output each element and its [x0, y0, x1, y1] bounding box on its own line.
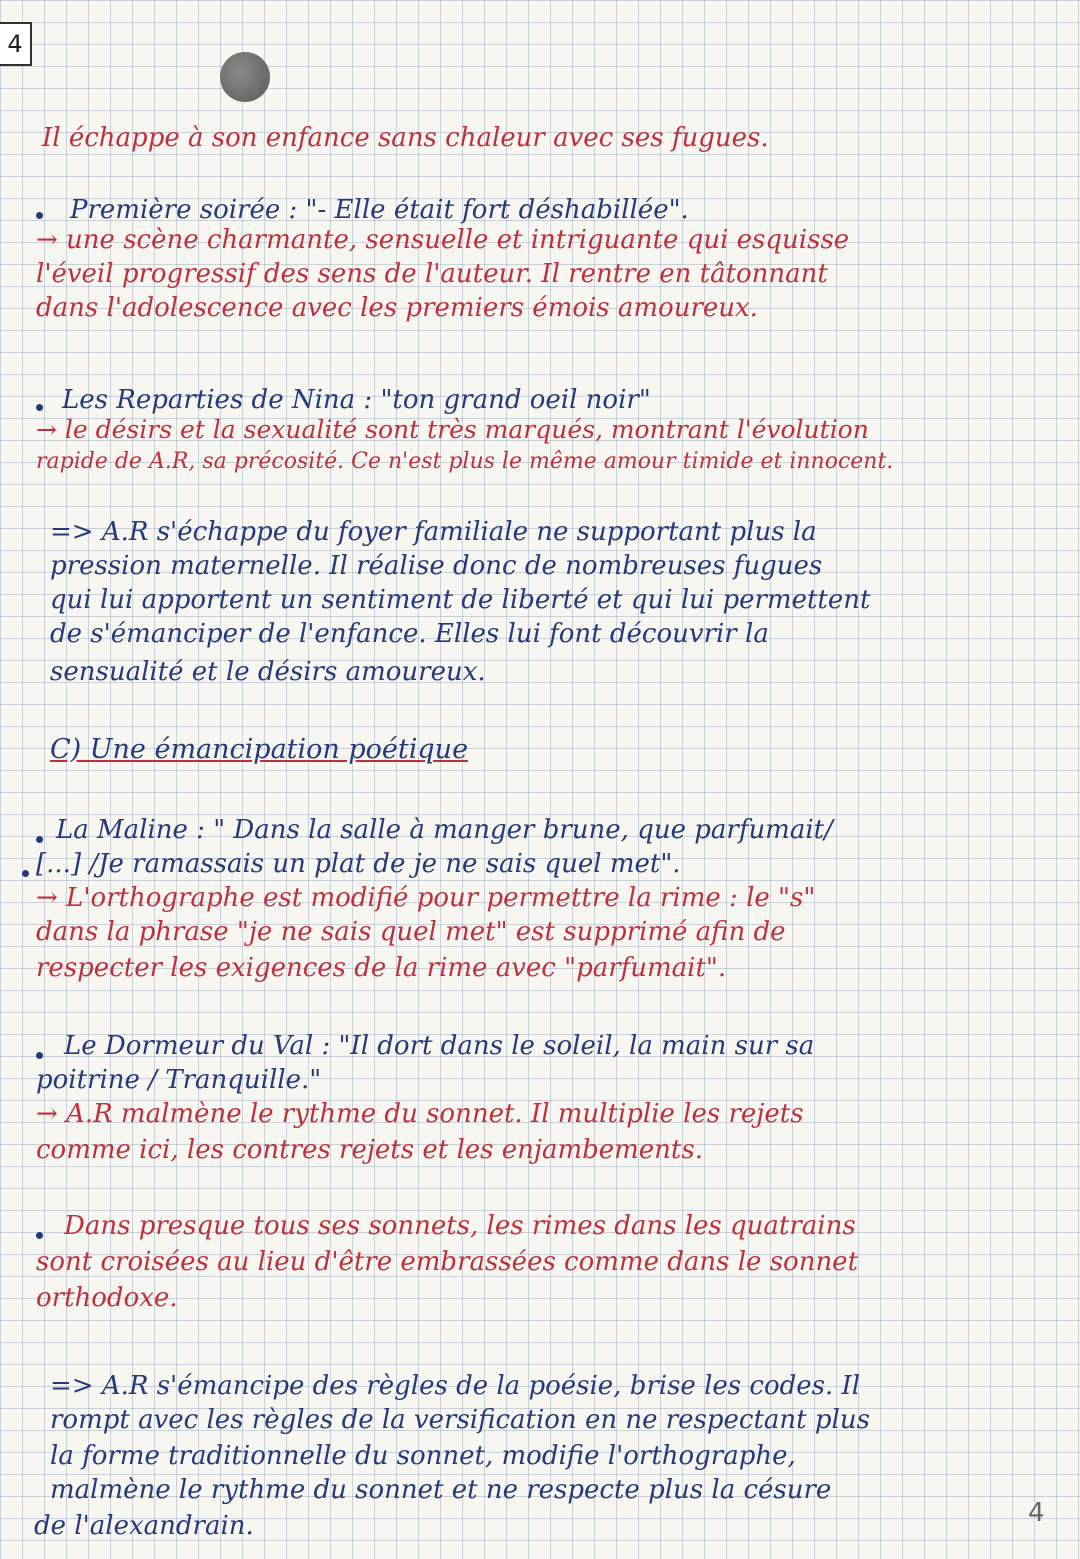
note-line-9: => A.R s'échappe du foyer familiale ne supportant plus la [50, 517, 817, 547]
page-number: 4 [0, 22, 32, 66]
bullet-dot [36, 404, 43, 411]
note-line-22: → A.R malmène le rythme du sonnet. Il multiplie les rejets [36, 1099, 804, 1129]
note-line-11: qui lui apportent un sentiment de liberté et qui lui permettent [50, 585, 871, 615]
bullet-dot [22, 870, 29, 877]
note-line-27: => A.R s'émancipe des règles de la poésie, brise les codes. Il [50, 1371, 861, 1401]
note-line-5: dans l'adolescence avec les premiers émois amoureux. [36, 293, 758, 323]
note-line-13: sensualité et le désirs amoureux. [50, 657, 486, 687]
note-line-30: malmène le rythme du sonnet et ne respecte plus la césure [50, 1475, 832, 1505]
note-line-3: → une scène charmante, sensuelle et intriguante qui esquisse [36, 225, 850, 255]
bullet-dot [36, 1232, 43, 1239]
note-line-26: orthodoxe. [36, 1283, 178, 1313]
note-line-6: Les Reparties de Nina : "ton grand oeil noir" [62, 385, 651, 415]
note-line-17: → L'orthographe est modifié pour permettre la rime : le "s" [36, 883, 816, 913]
bullet-dot [36, 1052, 43, 1059]
note-line-18: dans la phrase "je ne sais quel met" est supprimé afin de [36, 917, 786, 947]
note-line-23: comme ici, les contres rejets et les enjambements. [36, 1135, 703, 1165]
note-line-1: Il échappe à son enfance sans chaleur avec ses fugues. [42, 123, 769, 153]
note-line-7: → le désirs et la sexualité sont très marqués, montrant l'évolution [36, 415, 869, 444]
note-line-16: [...] /Je ramassais un plat de je ne sais quel met". [36, 849, 681, 879]
section-heading: C) Une émancipation poétique [50, 734, 469, 765]
note-line-25: sont croisées au lieu d'être embrassées comme dans le sonnet [36, 1247, 859, 1277]
binder-hole [220, 52, 270, 102]
note-line-20: Le Dormeur du Val : "Il dort dans le soleil, la main sur sa [64, 1031, 815, 1061]
note-line-12: de s'émanciper de l'enfance. Elles lui font découvrir la [50, 619, 769, 649]
note-line-4: l'éveil progressif des sens de l'auteur. Il rentre en tâtonnant [36, 259, 828, 289]
note-line-19: respecter les exigences de la rime avec "parfumait". [36, 953, 727, 983]
corner-page-mark: 4 [1028, 1498, 1045, 1528]
note-line-21: poitrine / Tranquille." [36, 1065, 322, 1095]
note-line-28: rompt avec les règles de la versification en ne respectant plus [50, 1405, 870, 1435]
note-line-10: pression maternelle. Il réalise donc de nombreuses fugues [50, 551, 823, 581]
note-line-24: Dans presque tous ses sonnets, les rimes dans les quatrains [64, 1211, 856, 1241]
note-line-31: de l'alexandrain. [34, 1511, 254, 1541]
bullet-dot [36, 212, 43, 219]
bullet-dot [36, 836, 43, 843]
note-line-15: La Maline : " Dans la salle à manger brune, que parfumait/ [56, 815, 833, 845]
note-line-2: Première soirée : "- Elle était fort déshabillée". [70, 195, 689, 225]
note-line-29: la forme traditionnelle du sonnet, modifie l'orthographe, [50, 1441, 796, 1471]
note-line-8: rapide de A.R, sa précosité. Ce n'est plus le même amour timide et innocent. [36, 449, 894, 474]
